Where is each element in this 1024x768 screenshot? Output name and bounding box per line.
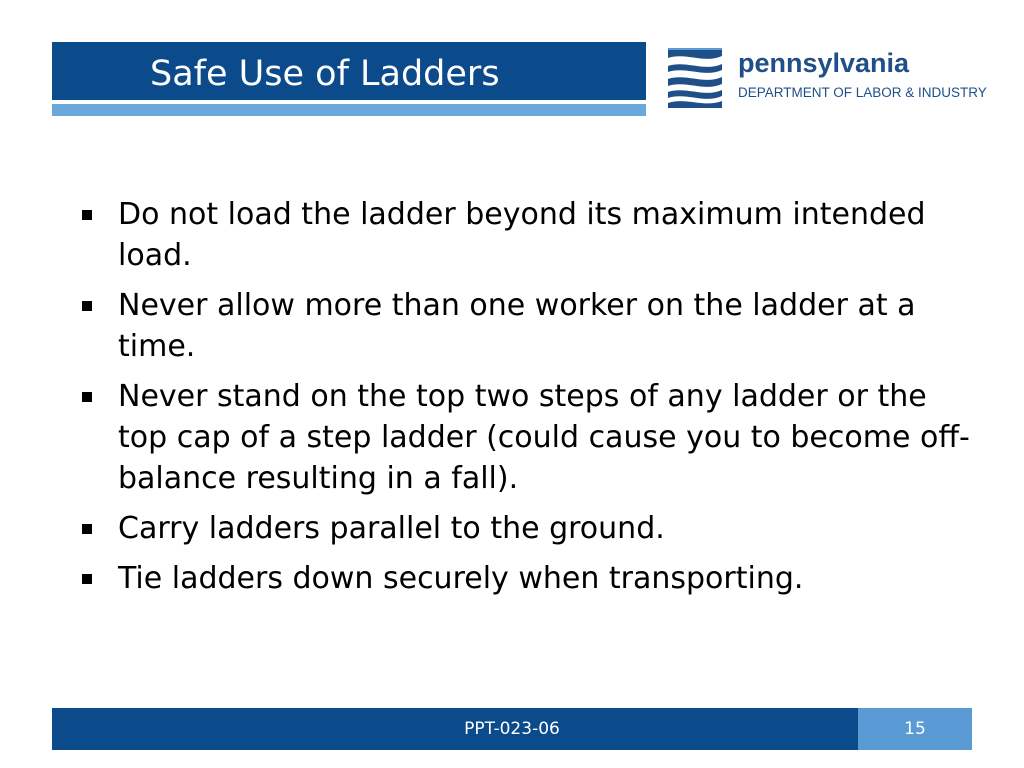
logo-name: pennsylvania <box>738 48 910 78</box>
square-bullet-icon <box>82 301 92 311</box>
bullet-text: Never stand on the top two steps of any ladder or the top cap of a step ladder (could cause you to become off-balance resulting in a fall). <box>118 379 970 496</box>
slide-title: Safe Use of Ladders <box>150 54 500 94</box>
square-bullet-icon <box>82 392 92 402</box>
list-item <box>80 194 980 276</box>
bullet-list <box>80 194 980 608</box>
square-bullet-icon <box>82 210 92 220</box>
list-item <box>80 285 980 367</box>
square-bullet-icon <box>82 574 92 584</box>
list-item <box>80 376 980 499</box>
keystone-flag-icon <box>664 44 726 110</box>
title-accent-stripe <box>52 104 646 116</box>
bullet-text: Carry ladders parallel to the ground. <box>118 511 665 546</box>
footer-code: PPT-023-06 <box>464 719 560 739</box>
list-item <box>80 508 980 549</box>
bullet-text: Do not load the ladder beyond its maximum intended load. <box>118 197 926 273</box>
bullet-text: Tie ladders down securely when transporting. <box>118 561 804 596</box>
logo-department: DEPARTMENT OF LABOR & INDUSTRY <box>738 85 987 100</box>
list-item <box>80 558 980 599</box>
bullet-text: Never allow more than one worker on the ladder at a time. <box>118 288 916 364</box>
pennsylvania-logo <box>664 44 987 112</box>
square-bullet-icon <box>82 524 92 534</box>
page-number: 15 <box>904 719 926 739</box>
